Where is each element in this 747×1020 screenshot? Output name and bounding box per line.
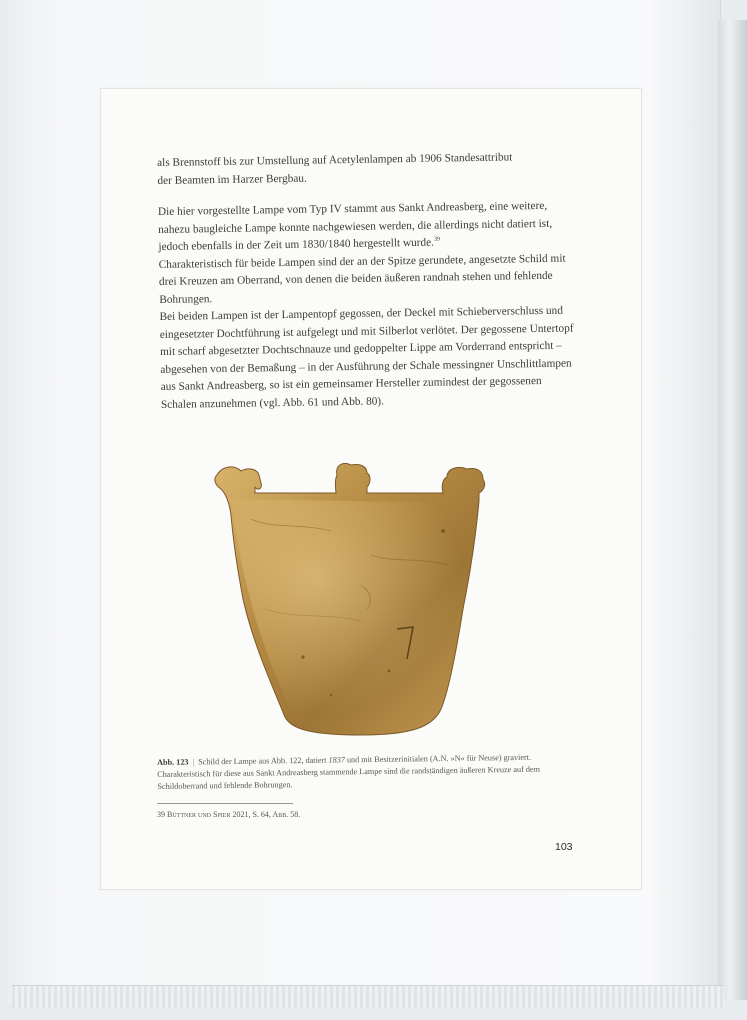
caption-label: Abb. 123 [157, 757, 189, 767]
figure-caption [157, 751, 579, 793]
paragraph-lamp-type [158, 197, 577, 256]
caption-separator: | [192, 757, 195, 767]
caption-date: 1837 [328, 755, 345, 765]
paragraph-characteristics: Charakteristisch für beide Lampen sind der an der Spitze gerundete, angesetzte Schild mit drei Kreuzen am Oberrand, von denen die beiden äußeren randnah stehen und fehlende Bohrungen. [158, 252, 566, 306]
body-text [157, 148, 579, 414]
caption-text-b: und mit Besitzerinitialen (A.N. »N« für Neuse) graviert. Charakteristisch für diese aus Sankt Andreasberg stammende Lampe sind die randständigen äußeren Kreuze auf dem Schildoberrand und fehlende Bohrungen. [157, 752, 540, 792]
body-line-1: als Brennstoff bis zur Umstellung auf Acetylenlampen ab 1906 Standesattribut [157, 151, 513, 169]
body-line-2: der Beamten im Harzer Bergbau. [157, 172, 307, 187]
footnote: 39 Büttner und Spier 2021, S. 64, Abb. 58. [157, 810, 301, 819]
page-number: 103 [555, 841, 573, 853]
footnote-reference: 39 [433, 236, 440, 243]
book-page [100, 88, 642, 890]
figure-lamp-shield [211, 459, 511, 749]
paragraph-construction: Bei beiden Lampen ist der Lampentopf gegossen, der Deckel mit Schieberverschluss und eingesetzter Dochtführung ist aufgelegt und mit Silberlot verlötet. Der gegossene Untertopf mit scharf abgesetzter Dochtschnauze und gedoppelter Lippe am Vorderrand entspricht – abgesehen von der Bemaßung – in der Ausführung der Schale messingner Unschlittlampen aus Sankt Andreasberg, so ist ein gemeinsamer Hersteller zumindest der gegossenen Schalen anzunehmen (vgl. Abb. 61 und Abb. 80). [159, 304, 574, 411]
caption-text-a: Schild der Lampe aus Abb. 122, datiert [198, 755, 327, 767]
lamp-shield-image [211, 459, 511, 749]
paragraph-lamp-type-text: Die hier vorgestellte Lampe vom Typ IV stammt aus Sankt Andreasberg, eine weitere, nahezu baugleiche Lampe konnte nachgewiesen werden, die allerdings nicht datiert ist, jedoch ebenfalls in der Zeit um 1830/1840 hergestellt wurde. [157, 199, 553, 253]
sheet-protector-bottom-edge [12, 985, 724, 1008]
footnote-divider [157, 803, 293, 804]
sheet-protector-edge [718, 20, 747, 1000]
